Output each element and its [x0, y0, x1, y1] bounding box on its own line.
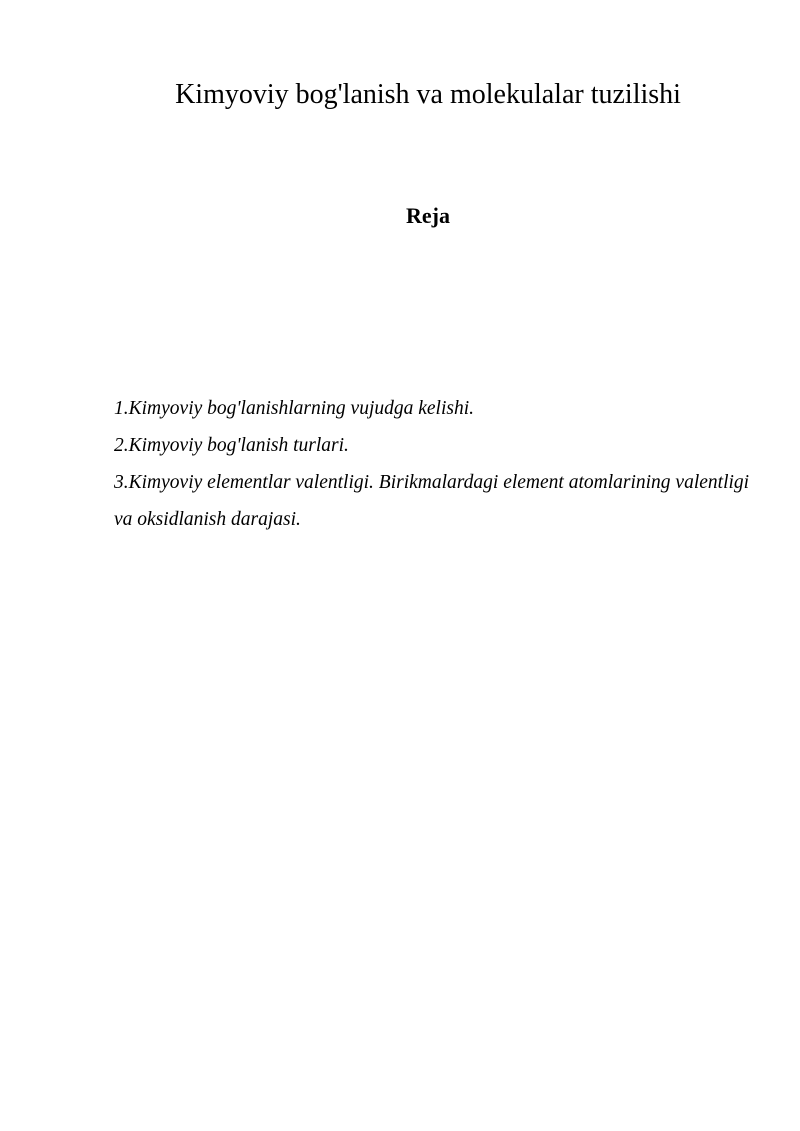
- plan-item-2: 2.Kimyoviy bog'lanish turlari.: [114, 435, 349, 456]
- plan-item-1: 1.Kimyoviy bog'lanishlarning vujudga kelishi.: [114, 398, 475, 419]
- document-title: Kimyoviy bog'lanish va molekulalar tuzilishi: [175, 79, 681, 110]
- plan-heading: Reja: [406, 203, 450, 228]
- plan-item-3: 3.Kimyoviy elementlar valentligi. Birikmalardagi element atomlarining valentligi va oksidlanish darajasi.: [114, 472, 750, 530]
- plan-list: [114, 390, 754, 538]
